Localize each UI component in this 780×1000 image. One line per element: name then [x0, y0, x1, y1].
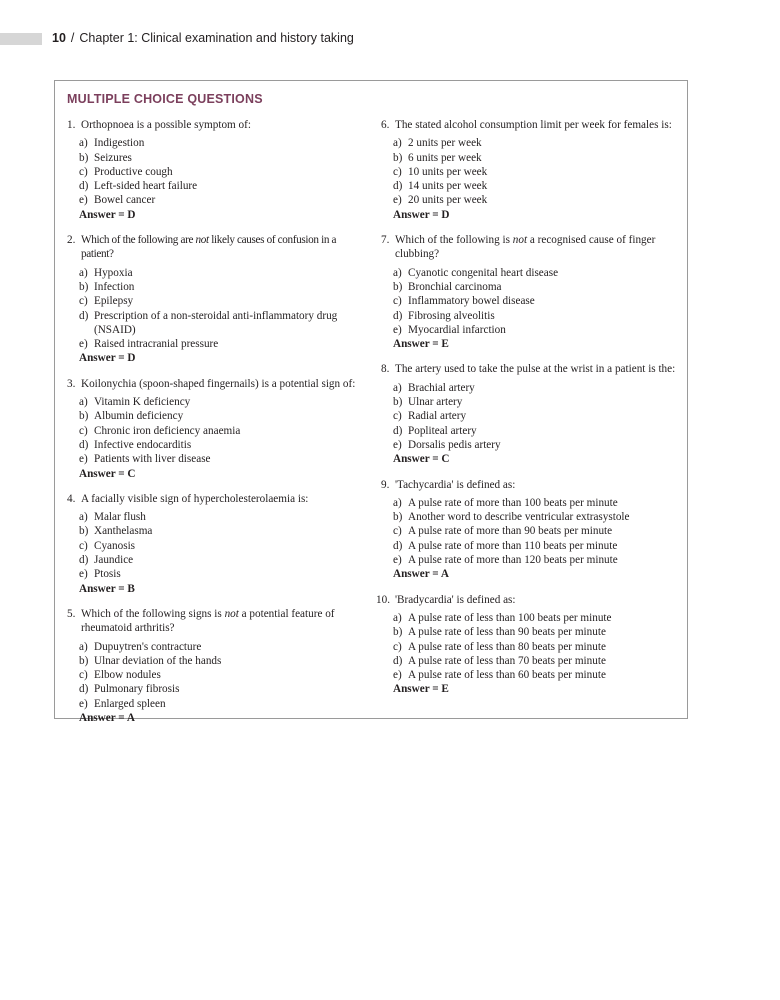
option-letter: c) [393, 165, 402, 178]
option-text: Ptosis [94, 568, 121, 581]
option-list [381, 611, 681, 682]
option-text: Indigestion [94, 137, 145, 150]
option-text: Raised intracranial pressure [94, 338, 219, 351]
option-letter: b) [79, 525, 89, 538]
option-text: Ulnar deviation of the hands [94, 654, 222, 667]
answer: Answer = C [79, 467, 136, 480]
option [67, 654, 367, 668]
question-number: 1. [67, 119, 76, 131]
option-letter: a) [393, 496, 402, 509]
answer: Answer = A [79, 711, 135, 724]
question-4 [67, 492, 367, 596]
stem-part: likely causes of confusion in a patient? [81, 234, 337, 261]
option-letter: c) [79, 424, 88, 437]
option-letter: c) [393, 640, 402, 653]
question-10 [376, 593, 681, 697]
option-letter: b) [393, 151, 403, 164]
option-text: Enlarged spleen [94, 697, 166, 710]
option-letter: c) [393, 525, 402, 538]
question-number: 7. [381, 234, 390, 247]
option [67, 452, 367, 466]
option-letter: b) [393, 280, 403, 293]
question-stem [67, 118, 367, 132]
option-letter: a) [79, 396, 88, 409]
option [67, 337, 367, 351]
option-text: Another word to describe ventricular extrasystole [408, 511, 630, 524]
header-separator: / [70, 31, 75, 45]
answer: Answer = B [79, 582, 135, 595]
option [67, 409, 367, 423]
question-2 [67, 233, 367, 366]
option-letter: b) [393, 511, 403, 524]
question-number: 4. [67, 492, 76, 505]
option [67, 266, 367, 280]
answer: Answer = D [393, 208, 450, 221]
option-text: Fibrosing alveolitis [408, 309, 495, 322]
option-text: Dorsalis pedis artery [408, 438, 501, 451]
option-text: Productive cough [94, 165, 173, 178]
option [381, 611, 681, 625]
option-text: Bronchial carcinoma [408, 280, 502, 293]
option [381, 280, 681, 294]
option [67, 309, 367, 338]
option-letter: a) [393, 381, 402, 394]
option [381, 424, 681, 438]
option-letter: e) [393, 438, 402, 451]
option [381, 266, 681, 280]
question-stem [67, 492, 367, 506]
option-letter: c) [79, 295, 88, 308]
option-list [67, 510, 367, 581]
option-letter: e) [79, 338, 88, 351]
option-text: 10 units per week [408, 165, 488, 178]
option-text: Dupuytren's contracture [94, 640, 202, 653]
question-number: 8. [381, 363, 390, 376]
stem-part: a potential feature of rheumatoid arthritis? [81, 607, 335, 635]
option [67, 438, 367, 452]
option-text: Vitamin K deficiency [94, 396, 191, 409]
option-list [381, 266, 681, 337]
option [67, 539, 367, 553]
option [381, 668, 681, 682]
option-text: Prescription of a non-steroidal anti-inflammatory drug (NSAID) [94, 309, 338, 336]
option-text: Seizures [94, 151, 132, 164]
option-letter: d) [393, 180, 403, 193]
option-letter: d) [79, 683, 89, 696]
question-stem [381, 233, 681, 262]
option-letter: d) [393, 654, 403, 667]
option [381, 553, 681, 567]
option-list [67, 266, 367, 352]
option-list [381, 381, 681, 452]
option-text: Elbow nodules [94, 669, 161, 682]
option-text: Infection [94, 280, 135, 293]
option [67, 395, 367, 409]
option-letter: e) [79, 453, 88, 466]
option [67, 682, 367, 696]
option-text: Radial artery [408, 410, 467, 423]
option [381, 496, 681, 510]
option-text: Chronic iron deficiency anaemia [94, 424, 241, 437]
option-text: Brachial artery [408, 381, 475, 394]
option-list [67, 136, 367, 207]
question-stem [381, 118, 681, 132]
option-letter: e) [79, 194, 88, 207]
option-letter: a) [393, 266, 402, 279]
option-text: Cyanotic congenital heart disease [408, 266, 559, 279]
header-accent-bar [0, 33, 42, 45]
question-text: The stated alcohol consumption limit per week for females is: [395, 119, 672, 131]
option-text: A pulse rate of less than 90 beats per minute [408, 626, 606, 639]
option-text: Infective endocarditis [94, 438, 192, 451]
option [67, 151, 367, 165]
option-letter: c) [79, 669, 88, 682]
option [381, 193, 681, 207]
option [67, 280, 367, 294]
option-letter: a) [79, 511, 88, 524]
option-letter: b) [79, 654, 89, 667]
option-text: A pulse rate of less than 60 beats per minute [408, 669, 606, 682]
option-letter: e) [393, 323, 402, 336]
option-list [67, 640, 367, 711]
option-letter: b) [393, 396, 403, 409]
option-letter: d) [79, 180, 89, 193]
option [67, 179, 367, 193]
option-letter: d) [79, 438, 89, 451]
option [67, 640, 367, 654]
option-letter: c) [79, 539, 88, 552]
answer: Answer = A [393, 568, 449, 581]
question-number: 6. [381, 119, 390, 131]
answer: Answer = E [393, 338, 449, 351]
chapter-title: Chapter 1: Clinical examination and history taking [79, 31, 354, 45]
option-letter: d) [79, 309, 89, 322]
question-3 [67, 377, 367, 481]
option [381, 640, 681, 654]
question-number: 5. [67, 607, 76, 620]
option-text: Left-sided heart failure [94, 180, 198, 193]
question-9 [381, 478, 681, 582]
option-letter: b) [79, 410, 89, 423]
answer: Answer = D [79, 352, 136, 365]
option-text: Myocardial infarction [408, 323, 506, 336]
option [381, 625, 681, 639]
option-text: A pulse rate of more than 90 beats per minute [408, 525, 613, 538]
option-text: A pulse rate of less than 100 beats per minute [408, 611, 612, 624]
option [67, 294, 367, 308]
option [381, 179, 681, 193]
option [381, 539, 681, 553]
option-letter: e) [79, 568, 88, 581]
option-letter: d) [393, 539, 403, 552]
stem-emphasis: not [512, 234, 528, 247]
option [381, 294, 681, 308]
option-letter: c) [393, 410, 402, 423]
option-text: A pulse rate of more than 120 beats per minute [408, 554, 618, 567]
page-number: 10 [52, 31, 66, 45]
option-letter: d) [79, 554, 89, 567]
header-text [52, 30, 354, 46]
option [381, 510, 681, 524]
option-text: A pulse rate of more than 110 beats per minute [408, 539, 618, 552]
question-stem [67, 607, 367, 636]
stem-emphasis: not [224, 607, 239, 620]
answer: Answer = C [393, 453, 450, 466]
option-letter: b) [393, 626, 403, 639]
option-letter: a) [393, 611, 402, 624]
option-text: Hypoxia [94, 266, 133, 279]
question-stem [381, 362, 681, 376]
question-number: 2. [67, 234, 76, 247]
option [381, 165, 681, 179]
option-letter: b) [79, 280, 89, 293]
option-letter: d) [393, 424, 403, 437]
question-8 [381, 362, 681, 466]
stem-part: Which of the following is [395, 234, 513, 247]
answer: Answer = E [393, 683, 449, 696]
question-text [81, 607, 367, 636]
option [381, 151, 681, 165]
option-text: 20 units per week [408, 194, 488, 207]
option-text: Xanthelasma [94, 525, 153, 538]
box-title: MULTIPLE CHOICE QUESTIONS [67, 92, 263, 106]
option [67, 524, 367, 538]
option-text: Albumin deficiency [94, 410, 184, 423]
mcq-box [54, 80, 688, 724]
option-list [67, 395, 367, 466]
question-text: Orthopnoea is a possible symptom of: [81, 119, 251, 131]
option-letter: d) [393, 309, 403, 322]
option-letter: a) [393, 137, 402, 150]
option-text: Popliteal artery [408, 424, 477, 437]
option-text: Patients with liver disease [94, 453, 211, 466]
question-1 [67, 118, 367, 222]
option-text: Cyanosis [94, 539, 136, 552]
option-list [381, 496, 681, 567]
option-letter: a) [79, 137, 88, 150]
option-letter: e) [393, 669, 402, 682]
right-column [376, 118, 681, 708]
option [381, 524, 681, 538]
question-text: Koilonychia (spoon-shaped fingernails) is a potential sign of: [81, 377, 356, 390]
option-text: Inflammatory bowel disease [408, 295, 535, 308]
question-number: 10. [376, 593, 390, 606]
option-letter: a) [79, 640, 88, 653]
question-6 [381, 118, 681, 222]
question-text [395, 233, 681, 262]
option-letter: b) [79, 151, 89, 164]
question-text: A facially visible sign of hypercholesterolaemia is: [81, 492, 309, 505]
option-text: Jaundice [94, 554, 134, 567]
stem-emphasis: not [195, 234, 209, 247]
option [67, 668, 367, 682]
option-letter: c) [79, 165, 88, 178]
option [381, 409, 681, 423]
option-text: Pulmonary fibrosis [94, 683, 180, 696]
option [67, 553, 367, 567]
option-list [381, 136, 681, 207]
question-text: 'Tachycardia' is defined as: [395, 478, 516, 491]
option [381, 136, 681, 150]
option-letter: e) [393, 194, 402, 207]
option-text: Epilepsy [94, 295, 134, 308]
question-stem [376, 593, 681, 607]
stem-part: Which of the following are [81, 234, 196, 247]
question-stem [381, 478, 681, 492]
option [381, 309, 681, 323]
question-number: 3. [67, 377, 76, 390]
option-text: A pulse rate of more than 100 beats per minute [408, 496, 618, 509]
option-letter: e) [79, 697, 88, 710]
option [67, 567, 367, 581]
option [381, 395, 681, 409]
option-text: Bowel cancer [94, 194, 156, 207]
question-number: 9. [381, 478, 390, 491]
option [381, 323, 681, 337]
option-text: 2 units per week [408, 137, 482, 150]
option [67, 424, 367, 438]
option-text: A pulse rate of less than 70 beats per minute [408, 654, 606, 667]
question-stem [67, 377, 367, 391]
option-text: 14 units per week [408, 180, 488, 193]
stem-part: a recognised cause of finger clubbing? [395, 234, 656, 261]
question-stem [67, 233, 367, 262]
question-text [81, 233, 367, 262]
question-5 [67, 607, 367, 725]
option-text: Ulnar artery [408, 396, 463, 409]
option [381, 381, 681, 395]
option [381, 654, 681, 668]
question-text: The artery used to take the pulse at the wrist in a patient is the: [395, 363, 676, 376]
option-letter: a) [79, 266, 88, 279]
option [381, 438, 681, 452]
stem-part: Which of the following signs is [81, 607, 225, 620]
question-7 [381, 233, 681, 351]
option [67, 697, 367, 711]
option-text: Malar flush [94, 511, 146, 524]
option-letter: e) [393, 554, 402, 567]
option [67, 193, 367, 207]
running-header [0, 30, 780, 48]
option-text: A pulse rate of less than 80 beats per minute [408, 640, 606, 653]
left-column [67, 118, 367, 736]
option-text: 6 units per week [408, 151, 482, 164]
option [67, 165, 367, 179]
question-text: 'Bradycardia' is defined as: [395, 593, 516, 606]
option [67, 510, 367, 524]
option [67, 136, 367, 150]
answer: Answer = D [79, 208, 136, 221]
option-letter: c) [393, 295, 402, 308]
